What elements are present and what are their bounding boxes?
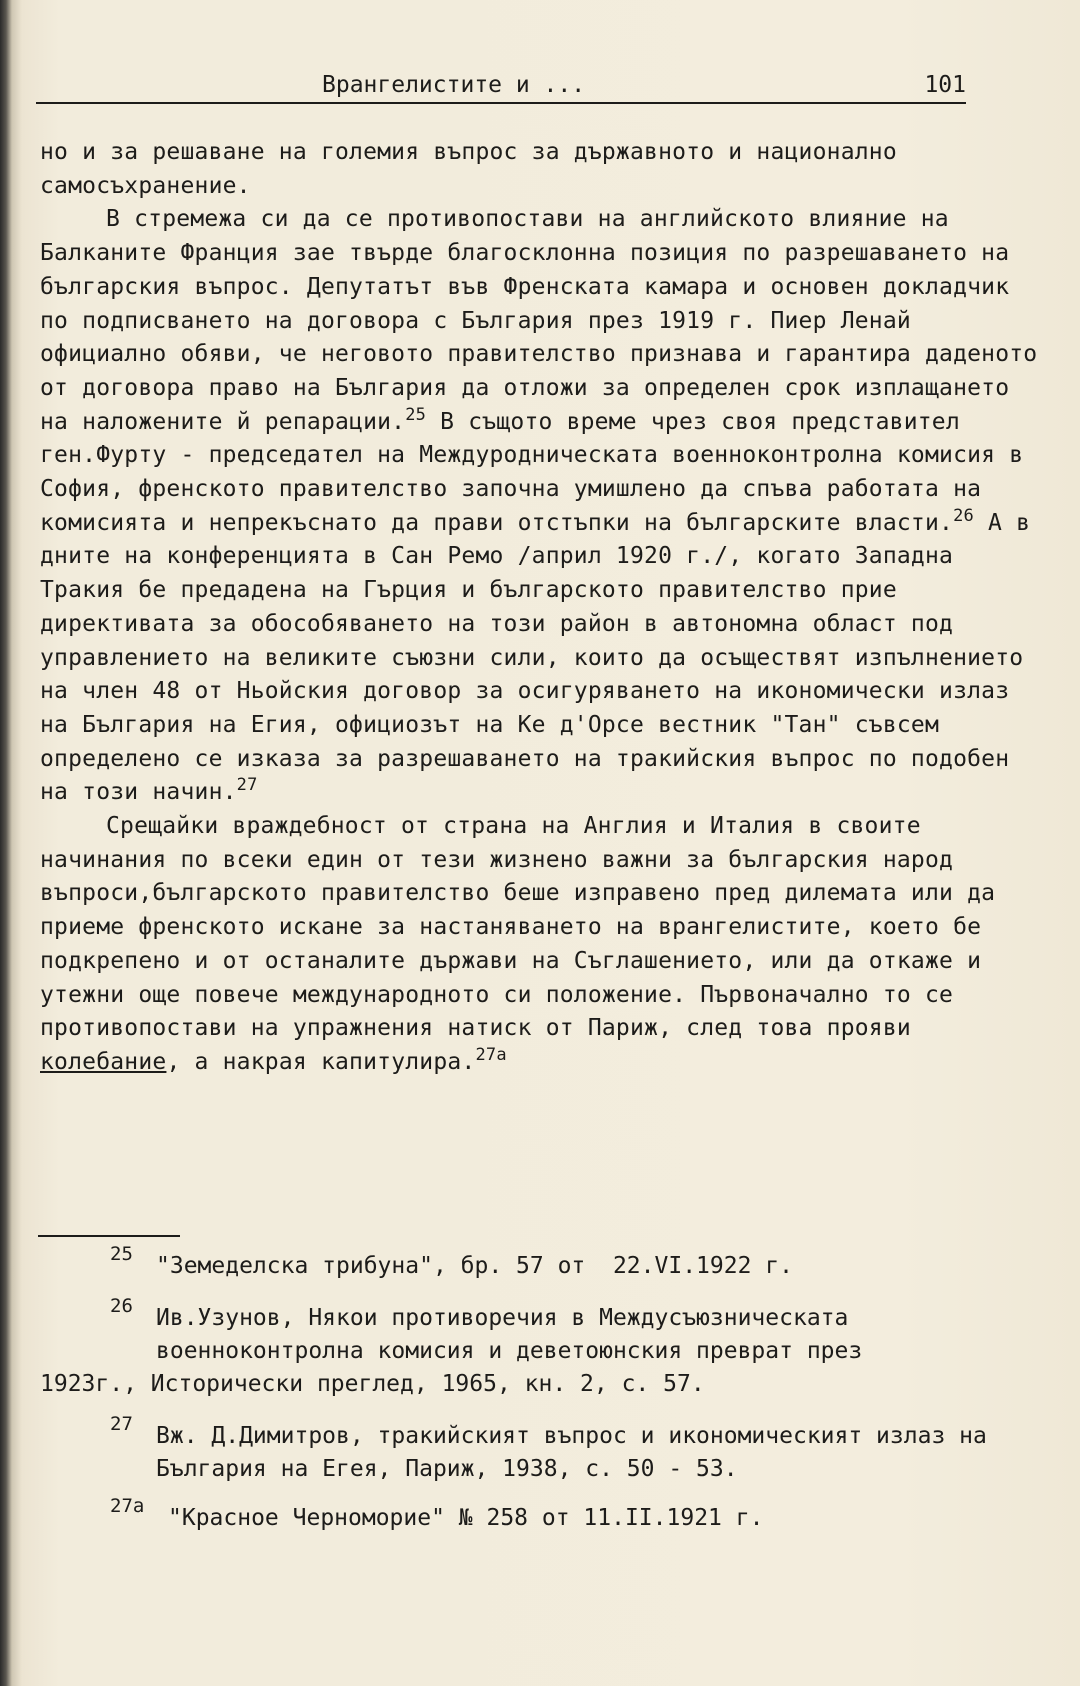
underlined-word: колебание xyxy=(40,1048,167,1075)
footnote-27 xyxy=(40,1408,1040,1486)
footnote-line: Ив.Узунов, Някои противоречия в Междусъюзническата военноконтролна комисия и деветоюнския преврат през xyxy=(156,1305,863,1364)
paragraph-3 xyxy=(40,810,1040,1080)
paragraph-3-text-a: Срещайки враждебност от страна на Англия и Италия в своите начинания по всеки един от тези жизнено важни за българския народ въпроси,българското правителство беше изправено пред дилемата или да приеме френското искане за настаняването на врангелистите, което бе подкрепено и от останалите държави на Съглашението, или да откаже и утежни още повече международното си положение. Първоначално то се противопостави на упражнения натиск от Париж, след това прояви xyxy=(40,813,996,1042)
paragraph-2 xyxy=(40,203,1040,810)
footnote-line: "Красное Черноморие" № 258 от 11.II.1921 г. xyxy=(168,1505,764,1531)
footnote-mark: 26 xyxy=(110,1295,133,1317)
footnote-mark: 25 xyxy=(110,1243,133,1265)
footnote-separator xyxy=(38,1235,180,1237)
footnote-line: "Земеделска трибуна", бр. 57 от 22.VI.1922 г. xyxy=(156,1253,793,1279)
footnote-27a xyxy=(40,1490,1040,1535)
paragraph-3-text-b: , а накрая капитулира. xyxy=(166,1048,476,1075)
paragraph-2-text-b: В същото време чрез своя представител ген.Фурту - председател на Междуродническата военноконтролна комисия в София, френското правителство започна умишлено да спъва работата на комисията и непрекъснато да прави отстъпки на българските власти. xyxy=(40,408,1024,536)
footnote-26 xyxy=(40,1290,1040,1401)
footnote-25 xyxy=(40,1238,1040,1283)
header-title: Врангелистите и ... xyxy=(322,72,586,98)
body-text xyxy=(40,136,1040,1080)
running-header xyxy=(36,70,966,104)
footnote-line: 1923г., Исторически преглед, 1965, кн. 2, с. 57. xyxy=(40,1371,705,1397)
footnote-mark: 27 xyxy=(110,1413,133,1435)
footnote-ref-27a: 27а xyxy=(475,1044,507,1065)
footnote-line: Вж. Д.Димитров, тракийският въпрос и икономическият излаз на България на Егея, Париж, 1938, с. 50 - 53. xyxy=(156,1423,987,1482)
paragraph-2-text-a: В стремежа си да се противопостави на английското влияние на Балканите Франция зае твърде благосклонна позиция по разрешаването на българския въпрос. Депутатът във Френската камара и основен докладчик по подписването на договора с България през 1919 г. Пиер Ленай официално обяви, че неговото правителство признава и гарантира даденото от договора право на България да отложи за определен срок изплащането на наложените й репарации. xyxy=(40,206,1038,435)
footnote-mark: 27а xyxy=(110,1495,145,1517)
paragraph-1-text: но и за решаване на големия въпрос за държавното и национално самосъхранение. xyxy=(40,139,897,199)
footnote-ref-26: 26 xyxy=(953,505,974,526)
footnote-ref-27: 27 xyxy=(236,775,258,796)
paragraph-2-text-c: А в дните на конференцията в Сан Ремо /април 1920 г./, когато Западна Тракия бе предадена на Гърция и българското правителство прие директивата за обособяването на този район в автономна област под управлението на великите съюзни сили, които да осъществят изпълнението на член 48 от Ньойския договор за осигуряването на икономически излаз на България на Егия, официозът на Ке д'Орсе вестник "Тан" съвсем определено се изказа за разрешаването на тракийския въпрос по подобен на този начин. xyxy=(40,509,1031,806)
footnote-ref-25: 25 xyxy=(405,404,427,425)
paragraph-1 xyxy=(40,136,1040,203)
page-number: 101 xyxy=(924,72,966,98)
